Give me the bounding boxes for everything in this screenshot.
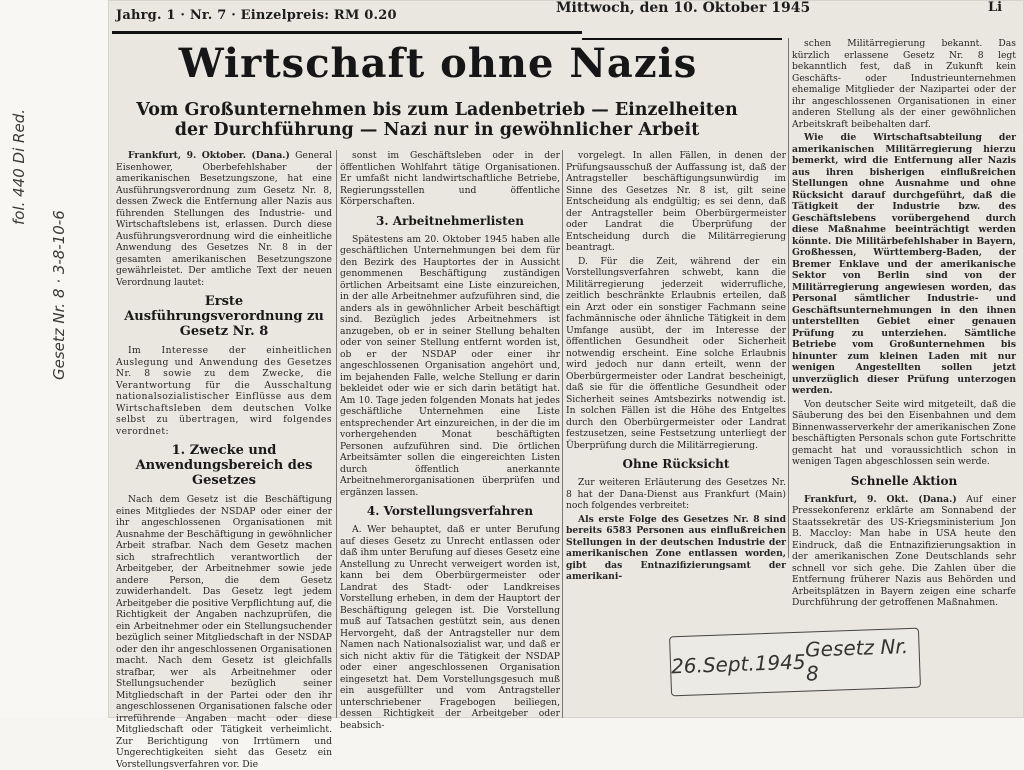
masthead-edge-text: Li: [988, 0, 1003, 15]
subheadline-line-1: Vom Großunternehmen bis zum Ladenbetrieb — Einzelheiten: [136, 100, 738, 120]
section-heading-1: 1. Zwecke und Anwendungsbereich des Gesetzes: [135, 443, 313, 488]
section-heading-decree: Erste Ausführungsverordnung zu Gesetz Nr. 8: [124, 294, 324, 339]
masthead: [112, 0, 1012, 32]
handwritten-archive-note: [669, 628, 921, 697]
paragraph-bold: Als erste Folge des Gesetzes Nr. 8 sind bereits 6583 Personen aus einflußreichen Stellungen in der deutschen Industrie der amerikanischen Zone entlassen worden, gibt das Entnazifizierungsamt der amerikani-: [566, 513, 786, 582]
column-divider-2: [562, 150, 563, 718]
section-heading-schnelle-aktion: Schnelle Aktion: [850, 473, 958, 488]
paragraph: Nach dem Gesetz ist die Beschäftigung eines Mitgliedes der NSDAP oder einer der ihr angeschlossenen Organisationen mit Ausnahme der Beschäftigung in gewöhnlicher Arbeit strafbar. Nach dem Gesetz machen sich strafrechtlich verantwortlich der Arbeitgeber, der Arbeitnehmer sowie jede andere Person, die dem Gesetz zuwiderhandelt. Das Gesetz legt jedem Arbeitgeber die positive Verpflichtung auf, die Richtigkeit der Angaben nachzuprüfen, die ein Arbeitnehmer oder ein Stellungsuchender bezüglich seiner Mitgliedschaft in der NSDAP oder den ihr angeschlossenen Organisationen macht. Nach dem Gesetz ist gleichfalls strafbar, wer als Arbeitnehmer oder Stellungsuchender bezüglich seiner Mitgliedschaft in der Partei oder den ihr angeschlossenen Organisationen falsche oder irreführende Angaben macht oder diese Mitgliedschaft oder Tätigkeit verheimlicht. Zur Berichtigung von Irrtümern und Ungerechtigkeiten sieht das Gesetz ein Vorstellungsverfahren vor. Die: [116, 494, 332, 770]
article-column-1: [116, 150, 333, 770]
dateline: Frankfurt, 9. Okt. (Dana.): [804, 493, 957, 505]
section-heading-3: 3. Arbeitnehmerlisten: [376, 213, 524, 228]
section-heading-4: 4. Vorstellungsverfahren: [366, 504, 534, 518]
paragraph: sonst im Geschäftsleben oder in der öffentlichen Wohlfahrt tätige Organisationen. Er umfaßt nicht landwirtschaftliche Betriebe, Regierungsstellen und öffentliche Körperschaften.: [340, 150, 560, 207]
subheadline: [112, 100, 762, 140]
column-divider-3: [788, 38, 789, 558]
archive-law-ref: Gesetz Nr. 8: [804, 634, 909, 686]
section-heading-ohne-ruecksicht: Ohne Rücksicht: [622, 457, 730, 471]
archive-date: 26.Sept.1945: [670, 649, 807, 679]
margin-handwriting: [10, 20, 94, 400]
paragraph: Frankfurt, 9. Okt. (Dana.) Auf einer Pressekonferenz erklärte am Sonnabend der Staatssekretär des US-Kriegsministerium Jon B. Maccloy: Man habe in USA heute den Eindruck, daß die Entnazifizierungsaktion in der amerikanischen Zone Deutschlands sehr schnell vor sich gehe. Die Zahlen über die Entfernung früherer Nazis aus Behörden und Arbeitsplätzen in Bayern zeigen eine scharfe Durchführung der getroffenen Maßnahmen.: [792, 493, 1016, 608]
paragraph: schen Militärregierung bekannt. Das kürzlich erlassene Gesetz Nr. 8 legt bekanntlich fest, daß in Zukunft kein Geschäfts- oder Industrieunternehmen ehemalige Mitglieder der Naziparteі oder der ihr angeschlossenen Organisationen in einer anderen Stellung als der einer gewöhnlichen Arbeitskraft beibehalten darf.: [792, 38, 1016, 130]
article-column-2: [340, 150, 560, 731]
paragraph: vorgelegt. In allen Fällen, in denen der Prüfungsausschuß der Auffassung ist, daß der Antragsteller beschäftigungsunwürdig im Sinne des Gesetzes Nr. 8 ist, gilt seine Entscheidung als endgültig; es sei denn, daß der Antragsteller beim Oberbürgermeister oder Landrat die Überprüfung der Entscheidung durch die Militärregierung beantragt.: [566, 150, 786, 253]
subheadline-line-2: der Durchführung — Nazi nur in gewöhnlicher Arbeit: [174, 120, 700, 140]
margin-note-2: Gesetz Nr. 8 · 3-8-10-6: [50, 210, 68, 380]
issue-date: Mittwoch, den 10. Oktober 1945: [556, 0, 811, 16]
paragraph: Spätestens am 20. Oktober 1945 haben alle geschäftlichen Unternehmungen bei dem für den Bezirk des Hauptortes der in Aussicht genommenen Beschäftigung zuständigen örtlichen Arbeitsamt eine Liste einzureichen, in der alle Arbeitnehmer aufzuführen sind, die anders als in gewöhnlicher Arbeit beschäftigt sind. Bezüglich jedes Arbeitnehmers ist anzugeben, ob er in seiner Stellung behalten oder von seiner Stellung entfernt worden ist, ob er der NSDAP oder einer ihr angeschlossenen Organisation angehört und, im bejahenden Falle, welche Stellung er darin bekleidet oder wie er sich darin betätigt hat. Am 10. Tage jeden folgenden Monats hat jedes geschäftliche Unternehmen eine Liste entsprechender Art einzureichen, in der die im vorhergehenden Monat beschäftigten Personen aufzuführen sind. Die örtlichen Arbeitsämter sollen die eingereichten Listen durch öffentlich anerkannte Arbeitnehmerorganisationen überprüfen und ergänzen lassen.: [340, 233, 560, 498]
paragraph: D. Für die Zeit, während der ein Vorstellungsverfahren schwebt, kann die Militärregierung jederzeit widerrufliche, zeitlich beschränkte Erlaubnis erteilen, daß ein Arzt oder ein sonstiger Fachmann seine fachmännische oder ähnliche Tätigkeit in dem Umfange ausübt, der im Interesse der öffentlichen Gesundheit oder Sicherheit notwendig erscheint. Eine solche Erlaubnis wird jedoch nur dann erteilt, wenn der Oberbürgermeister oder Landrat bescheinigt, daß sie für die öffentliche Gesundheit oder Sicherheit seines Amtsbezirks notwendig ist. In solchen Fällen ist die Höhe des Entgeltes durch den Oberbürgermeister oder Landrat festzusetzen, seine Festsetzung unterliegt der Überprüfung durch die Militärregierung.: [566, 255, 786, 451]
paragraph: Von deutscher Seite wird mitgeteilt, daß die Säuberung des bei den Eisenbahnen und dem Binnenwasserverkehr der amerikanischen Zone beschäftigten Personals schon gute Fortschritte gemacht hat und voraussichtlich schon in wenigen Tagen abgeschlossen sein werde.: [792, 398, 1016, 467]
paragraph: Zur weiteren Erläuterung des Gesetzes Nr. 8 hat der Dana-Dienst aus Frankfurt (Main) noch folgendes verbreitet:: [566, 477, 786, 511]
paragraph-bold: Wie die Wirtschaftsabteilung der amerikanischen Militärregierung hierzu bemerkt, wird die Entfernung aller Nazis aus ihren bisherigen einflußreichen Stellungen ohne Ausnahme und ohne Rücksicht darauf durchgeführt, daß die Tätigkeit der Industrie bzw. des Geschäftslebens vorübergehend durch diese Maßnahme beeinträchtigt werden könnte. Die Militärbefehlshaber in Bayern, Großhessen, Württemberg-Baden, der Bremer Enklave und der amerikanische Sektor von Berlin sind von der Militärregierung angewiesen worden, das Personal sämtlicher Industrie- und Geschäftsunternehmungen in den ihnen unterstellten Gebiet einer genauen Prüfung zu unterziehen. Sämtliche Betriebe vom Großunternehmen bis hinunter zum kleinen Laden mit nur wenigen Angestellten sollen jetzt unverzüglich dieser Prüfung unterzogen werden.: [792, 132, 1016, 396]
paragraph: A. Wer behauptet, daß er unter Berufung auf dieses Gesetz zu Unrecht entlassen oder daß ihm unter Berufung auf dieses Gesetz eine Anstellung zu Unrecht verweigert worden ist, kann bei dem Oberbürgermeister oder Landrat des Stadt- oder Landkreises Vorstellung erheben, in dem der Hauptort der Beschäftigung gelegen ist. Die Vorstellung muß auf Tatsachen gestützt sein, aus denen Hervorgeht, daß der Antragsteller nur dem Namen nach Nationalsozialist war, und daß er sich nicht aktiv für die Tätigkeit der NSDAP oder einer angeschlossenen Organisation eingesetzt hat. Dem Vorstellungsgesuch muß ein ausgefüllter und vom Antragsteller unterschriebener Fragebogen beiliegen, dessen Richtigkeit der Arbeitgeber oder beabsich-: [340, 524, 560, 731]
margin-note-1: fol. 440 Di Red.: [10, 109, 28, 225]
article-column-4: [792, 38, 1016, 608]
dateline: Frankfurt, 9. Oktober. (Dana.): [128, 150, 290, 161]
paragraph: Im Interesse der einheitlichen Auslegung und Anwendung des Gesetzes Nr. 8 sowie zu dem Zwecke, die Verantwortung für die Ausschaltung nationalsozialistischer Einflüsse aus dem Wirtschaftsleben dem deutschen Volke selbst zu übertragen, wird folgendes verordnet:: [116, 345, 332, 437]
column-divider-1: [336, 150, 337, 718]
masthead-rule: [112, 31, 582, 34]
headline: Wirtschaft ohne Nazis: [178, 40, 698, 87]
issue-info: Jahrg. 1 · Nr. 7 · Einzelpreis: RM 0.20: [116, 8, 397, 23]
lead-paragraph: Frankfurt, 9. Oktober. (Dana.) General Eisenhower, Oberbefehlshaber der amerikanischen Besetzungszone, hat eine Ausführungsverordnung zum Gesetz Nr. 8, dessen Zweck die Entfernung aller Nazis aus führenden Stellungen des Industrie- und Wirtschaftslebens ist, erlassen. Durch diese Ausführungsverordnung wird die einheitliche Anwendung des Gesetzes Nr. 8 in der gesamten amerikanischen Besetzungszone gewährleistet. Der amtliche Text der neuen Verordnung lautet:: [116, 150, 333, 288]
